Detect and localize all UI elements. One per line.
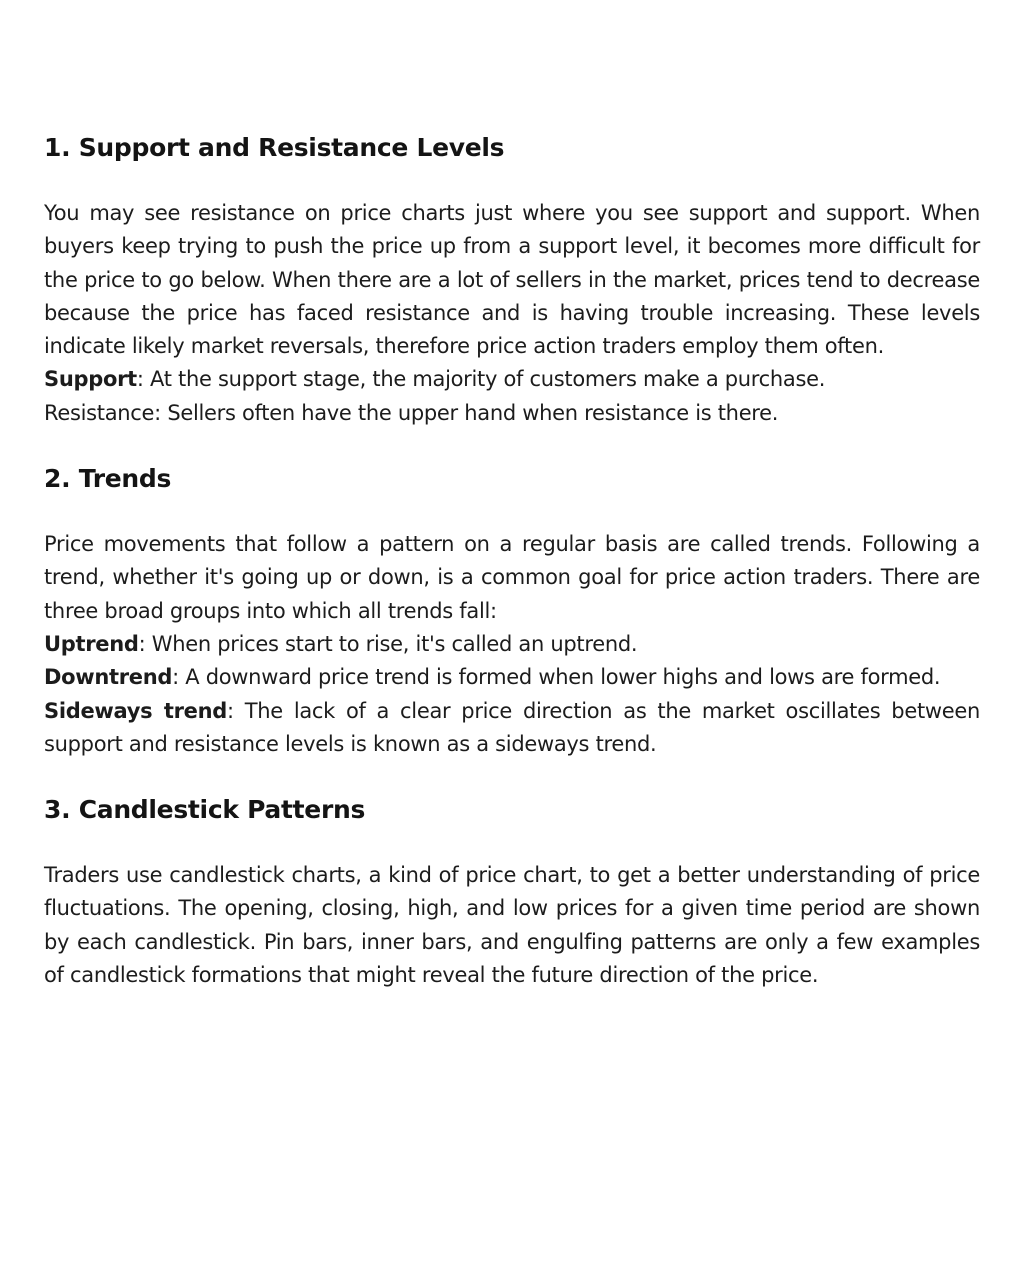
- section-title: 1. Support and Resistance Levels: [44, 133, 505, 162]
- definition-text: : At the support stage, the majority of customers make a purchase.: [136, 367, 826, 392]
- definition-text: Resistance: Sellers often have the upper hand when resistance is there.: [44, 400, 779, 425]
- section-support-resistance: [44, 126, 980, 430]
- section-paragraph: Price movements that follow a pattern on a regular basis are called trends. Following a trend, whether it's going up or down, is a common goal for price action traders. There are three broad groups into which all trends fall:: [44, 532, 980, 623]
- definition-uptrend: [44, 628, 980, 661]
- definition-support: [44, 363, 980, 396]
- section-paragraph: You may see resistance on price charts just where you see support and support. When buyers keep trying to push the price up from a support level, it becomes more difficult for the price to go below. When there are a lot of sellers in the market, prices tend to decrease because the price has faced resistance and is having trouble increasing. These levels indicate likely market reversals, therefore price action traders employ them often.: [44, 201, 980, 359]
- section-paragraph: Traders use candlestick charts, a kind of price chart, to get a better understanding of price fluctuations. The opening, closing, high, and low prices for a given time period are shown by each candlestick. Pin bars, inner bars, and engulfing patterns are only a few examples of candlestick formations that might reveal the future direction of the price.: [44, 863, 980, 988]
- definition-text: : A downward price trend is formed when lower highs and lows are formed.: [172, 665, 941, 690]
- definition-resistance: [44, 397, 980, 430]
- section-trends: [44, 457, 980, 761]
- definition-downtrend: [44, 661, 980, 694]
- definition-sideways-trend: [44, 695, 980, 762]
- section-title: 2. Trends: [44, 464, 172, 494]
- definition-term: Uptrend: [44, 631, 139, 656]
- definition-term: Downtrend: [44, 665, 173, 690]
- definition-term: Sideways trend: [44, 698, 228, 723]
- section-candlestick-patterns: [44, 788, 980, 992]
- definition-text: : The lack of a clear price direction as the market oscillates between support and resistance levels is known as a sideways trend.: [44, 698, 980, 756]
- section-title: 3. Candlestick Patterns: [44, 795, 366, 825]
- definition-text: : When prices start to rise, it's called an uptrend.: [138, 631, 638, 656]
- document-body: [44, 126, 980, 992]
- definition-term: Support: [44, 367, 137, 392]
